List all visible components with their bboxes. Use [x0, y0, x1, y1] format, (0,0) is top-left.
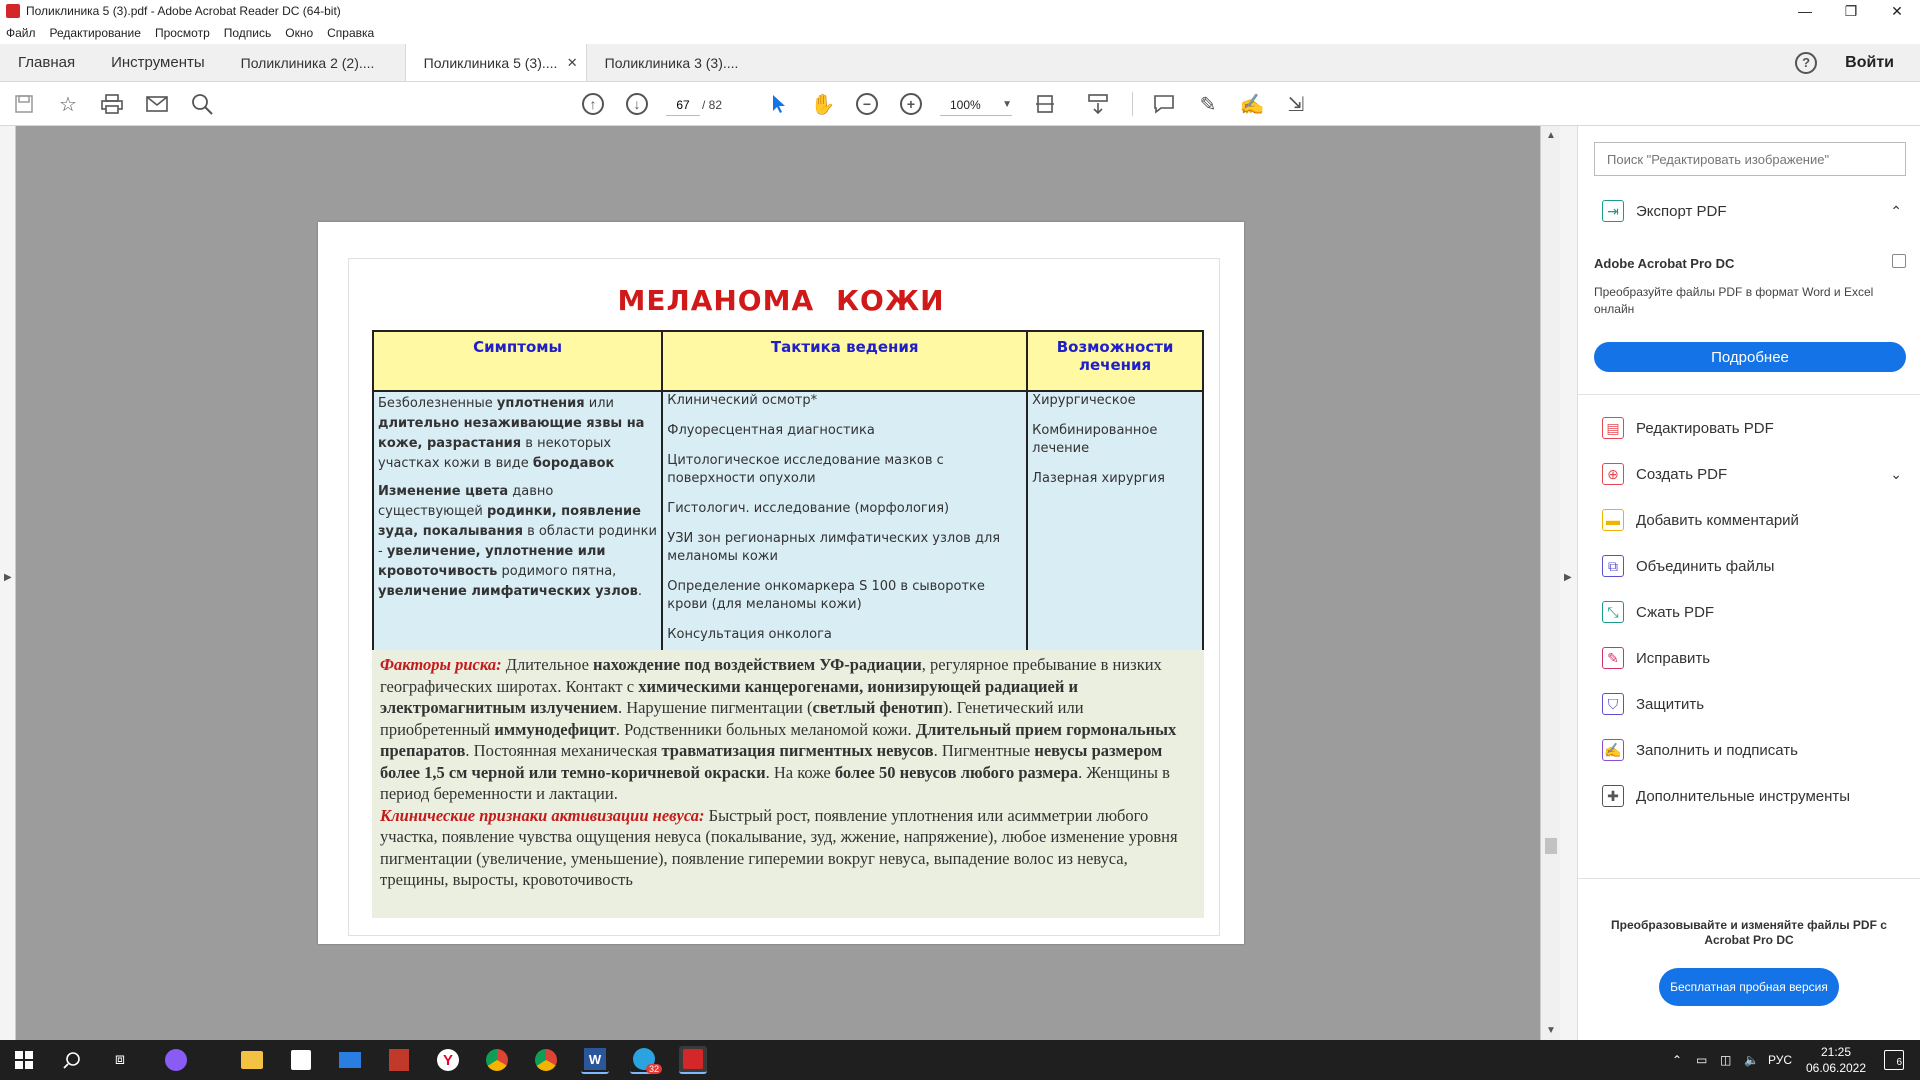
tab-tools[interactable]: Инструменты: [111, 54, 205, 71]
risk-factors-box: Факторы риска: Длительное нахождение под воздействием УФ-радиации, регулярное пребывание в низких географических широтах. Контакт с химическими канцерогенами, ионизирующей радиацией и электромагнитным излучением. Нарушение пигментации (светлый фенотип). Генетический или приобретенный иммунодефицит. Родственники больных меланомой кожи. Длительный прием гормональных препаратов. Постоянная механическая травматизация пигментных невусов. Пигментные невусы размером более 1,5 см черной или темно-коричневой окраски. На коже более 50 невусов любого размера. Женщины в период беременности и лактации. Клинические признаки активизации невуса: Быстрый рост, появление уплотнения или асимметрии любого участка, появление чувства ощущения невуса (покалывание, зуд, жжение, напряжение), любое изменение уровня пигментации (увеличение, уменьшение), появление гиперемии вокруг невуса, выпадение волос из невуса, трещины, выросты, кровоточивость: [372, 650, 1204, 918]
search-icon[interactable]: [58, 1046, 86, 1074]
left-panel-toggle[interactable]: [0, 126, 16, 1040]
chevron-right-icon[interactable]: ▶: [1564, 572, 1572, 583]
symptoms-cell: [373, 391, 662, 657]
chevron-down-icon: ▼: [1002, 99, 1012, 110]
tools-search-input[interactable]: [1594, 142, 1906, 176]
menu-file[interactable]: Файл: [6, 26, 36, 40]
doc-tab-poliklinika-5[interactable]: [405, 44, 587, 81]
fix-icon: ✎: [1602, 647, 1624, 669]
chrome-icon[interactable]: [483, 1046, 511, 1074]
tool-more-tools[interactable]: ✚ Дополнительные инструменты: [1602, 781, 1902, 811]
chrome-icon-2[interactable]: [532, 1046, 560, 1074]
chevron-down-icon[interactable]: ⌄: [1890, 465, 1902, 482]
doc-tab-poliklinika-3[interactable]: [587, 44, 769, 81]
combine-files-icon: ⧉: [1602, 555, 1624, 577]
risk-heading: Факторы риска:: [380, 655, 502, 674]
more-tools-icon: ✚: [1602, 785, 1624, 807]
tool-create-pdf[interactable]: ⊕ Создать PDF ⌄: [1602, 459, 1902, 489]
chevron-right-icon[interactable]: ▶: [4, 572, 12, 583]
sign-icon[interactable]: ✍: [1239, 93, 1265, 116]
store-icon[interactable]: [287, 1046, 315, 1074]
right-panel-toggle[interactable]: [1560, 126, 1578, 1040]
notification-icon[interactable]: 6: [1884, 1050, 1904, 1070]
promo-title: Adobe Acrobat Pro DC: [1594, 256, 1735, 271]
chevron-up-icon[interactable]: ⌃: [1890, 202, 1902, 219]
risk-heading: Клинические признаки активизации невуса:: [380, 805, 705, 825]
doc-tab-label: Поликлиника 2 (2)....: [240, 54, 375, 71]
comment-icon[interactable]: [1152, 92, 1176, 116]
file-explorer-icon[interactable]: [238, 1046, 266, 1074]
tactics-cell: [662, 391, 1027, 657]
more-info-button[interactable]: Подробнее: [1594, 342, 1906, 372]
tool-edit-pdf[interactable]: ▤ Редактировать PDF: [1602, 413, 1902, 443]
tool-comment[interactable]: ▬ Добавить комментарий: [1602, 505, 1902, 535]
export-pdf-icon: ⇥: [1602, 200, 1624, 222]
yandex-browser-icon[interactable]: Y: [434, 1046, 462, 1074]
login-button[interactable]: Войти: [1845, 53, 1894, 71]
promo-description: Преобразуйте файлы PDF в формат Word и Excel онлайн: [1594, 285, 1874, 316]
header-options: Возможности лечения: [1027, 331, 1203, 391]
tool-fill-sign[interactable]: ✍ Заполнить и подписать: [1602, 735, 1902, 765]
melanoma-table: [372, 330, 1204, 658]
word-icon[interactable]: W: [581, 1046, 609, 1074]
menu-view[interactable]: Просмотр: [154, 26, 210, 40]
bottom-promo-text: Преобразовывайте и изменяйте файлы PDF с Acrobat Pro DC: [1611, 918, 1887, 947]
options-cell: [1027, 391, 1203, 657]
print-icon[interactable]: [100, 92, 124, 116]
treatment-option-item: Лазерная хирургия: [1032, 471, 1165, 486]
tactic-item: Гистологич. исследование (морфология): [667, 501, 950, 516]
tray-chevron-icon[interactable]: ⌃: [1672, 1053, 1683, 1067]
window-title: Поликлиника 5 (3).pdf - Adobe Acrobat Reader DC (64-bit): [26, 4, 341, 18]
zoom-select[interactable]: [940, 94, 1012, 116]
compress-pdf-icon: ⤡: [1602, 601, 1624, 623]
taskbar: [0, 1040, 1920, 1080]
tactic-item: Клинический осмотр*: [667, 393, 818, 408]
tactic-item: УЗИ зон регионарных лимфатических узлов для меланомы кожи: [667, 531, 1001, 564]
title-bar: [0, 0, 1920, 22]
page-number-input[interactable]: [666, 94, 700, 116]
treatment-option-item: Комбинированное лечение: [1032, 423, 1158, 456]
share-icon[interactable]: ⇲: [1287, 93, 1305, 116]
toolbar: [0, 82, 1920, 126]
edit-pdf-icon: ▤: [1602, 417, 1624, 439]
doc-tab-label: Поликлиника 5 (3)....: [423, 54, 558, 71]
menu-edit[interactable]: Редактирование: [49, 26, 141, 40]
doc-tab-poliklinika-2[interactable]: [223, 44, 405, 81]
network-icon[interactable]: ◫: [1720, 1053, 1732, 1067]
export-pdf-header[interactable]: [1602, 196, 1902, 226]
menu-help[interactable]: Справка: [327, 26, 375, 40]
symptom-paragraph: Безболезненные уплотнения или длительно незаживающие язвы на коже, разрастания в некоторых участках кожи в виде бородавок: [378, 396, 645, 471]
restore-button[interactable]: ❐: [1844, 2, 1858, 19]
doc-tab-label: Поликлиника 3 (3)....: [604, 54, 739, 71]
protect-icon: ⛉: [1602, 693, 1624, 715]
mail-app-icon[interactable]: [336, 1046, 364, 1074]
game-app-icon[interactable]: [385, 1046, 413, 1074]
mail-icon[interactable]: [145, 92, 169, 116]
telegram-icon[interactable]: [630, 1046, 658, 1074]
tactic-item: Консультация онколога: [667, 627, 832, 642]
zoom-out-icon[interactable]: −: [855, 92, 879, 116]
scroll-up-icon[interactable]: ▲: [1546, 130, 1556, 141]
next-page-icon[interactable]: ↓: [625, 92, 649, 116]
start-icon[interactable]: [10, 1046, 38, 1074]
tab-home[interactable]: Главная: [18, 54, 76, 71]
acrobat-taskbar-icon[interactable]: [679, 1046, 707, 1074]
comment-icon: ▬: [1602, 509, 1624, 531]
header-tactics: Тактика ведения: [662, 331, 1027, 391]
copy-icon[interactable]: [1892, 254, 1906, 268]
zoom-in-icon[interactable]: +: [899, 92, 923, 116]
close-tab-icon[interactable]: ✕: [566, 54, 578, 70]
hand-tool-icon[interactable]: ✋: [810, 93, 836, 116]
task-view-icon[interactable]: ⧈: [114, 1051, 126, 1068]
document-title: МЕЛАНОМА КОЖИ: [617, 284, 945, 317]
volume-icon[interactable]: 🔈: [1744, 1053, 1759, 1067]
tool-compress-pdf[interactable]: ⤡ Сжать PDF: [1602, 597, 1902, 627]
menu-bar: [0, 22, 1920, 44]
clock[interactable]: 21:25 06.06.2022: [1805, 1045, 1867, 1075]
prev-page-icon[interactable]: ↑: [581, 92, 605, 116]
tactic-item: Флуоресцентная диагностика: [667, 423, 875, 438]
tactic-item: Цитологическое исследование мазков с поверхности опухоли: [667, 453, 944, 486]
tool-combine-files[interactable]: ⧉ Объединить файлы: [1602, 551, 1902, 581]
close-window-button[interactable]: ✕: [1891, 2, 1903, 19]
find-text-icon[interactable]: [190, 92, 214, 116]
tactic-item: Определение онкомаркера S 100 в сыворотке крови (для меланомы кожи): [667, 579, 985, 612]
scrollbar-thumb[interactable]: [1545, 838, 1557, 854]
fill-sign-icon: ✍: [1602, 739, 1624, 761]
vertical-scrollbar[interactable]: [1540, 126, 1560, 1040]
star-icon[interactable]: ☆: [59, 93, 77, 116]
tool-fix[interactable]: ✎ Исправить: [1602, 643, 1902, 673]
treatment-option-item: Хирургическое: [1032, 393, 1136, 408]
zoom-value: 100%: [950, 97, 981, 112]
scroll-mode-icon[interactable]: [1086, 92, 1110, 116]
header-symptoms: Симптомы: [373, 331, 662, 391]
export-pdf-label: Экспорт PDF: [1636, 202, 1727, 220]
free-trial-button[interactable]: Бесплатная пробная версия: [1659, 968, 1839, 1006]
create-pdf-icon: ⊕: [1602, 463, 1624, 485]
minimize-button[interactable]: —: [1798, 3, 1812, 19]
save-icon[interactable]: [12, 92, 36, 116]
language-indicator[interactable]: РУС: [1768, 1053, 1793, 1067]
telegram-badge: 32: [646, 1064, 662, 1074]
select-tool-icon[interactable]: [767, 92, 791, 116]
acrobat-icon: [6, 4, 20, 18]
tools-pane: [1578, 126, 1920, 1040]
help-icon[interactable]: ?: [1795, 52, 1817, 74]
menu-window[interactable]: Окно: [285, 26, 314, 40]
page-fit-icon[interactable]: [1034, 92, 1058, 116]
tab-bar: [0, 44, 1920, 82]
highlight-icon[interactable]: ✎: [1199, 93, 1217, 116]
tool-protect[interactable]: ⛉ Защитить: [1602, 689, 1902, 719]
menu-sign[interactable]: Подпись: [223, 26, 272, 40]
pdf-page: [318, 222, 1244, 944]
page-total: / 82: [702, 98, 723, 112]
alice-assistant-icon[interactable]: [162, 1046, 190, 1074]
battery-icon[interactable]: ▭: [1696, 1053, 1708, 1067]
scroll-down-icon[interactable]: ▼: [1546, 1025, 1556, 1036]
symptom-paragraph: Изменение цвета давно существующей родинки, появление зуда, покалывания в области родинки - увеличение, уплотнение или кровоточивость родимого пятна, увеличение лимфатических узлов.: [378, 484, 657, 599]
